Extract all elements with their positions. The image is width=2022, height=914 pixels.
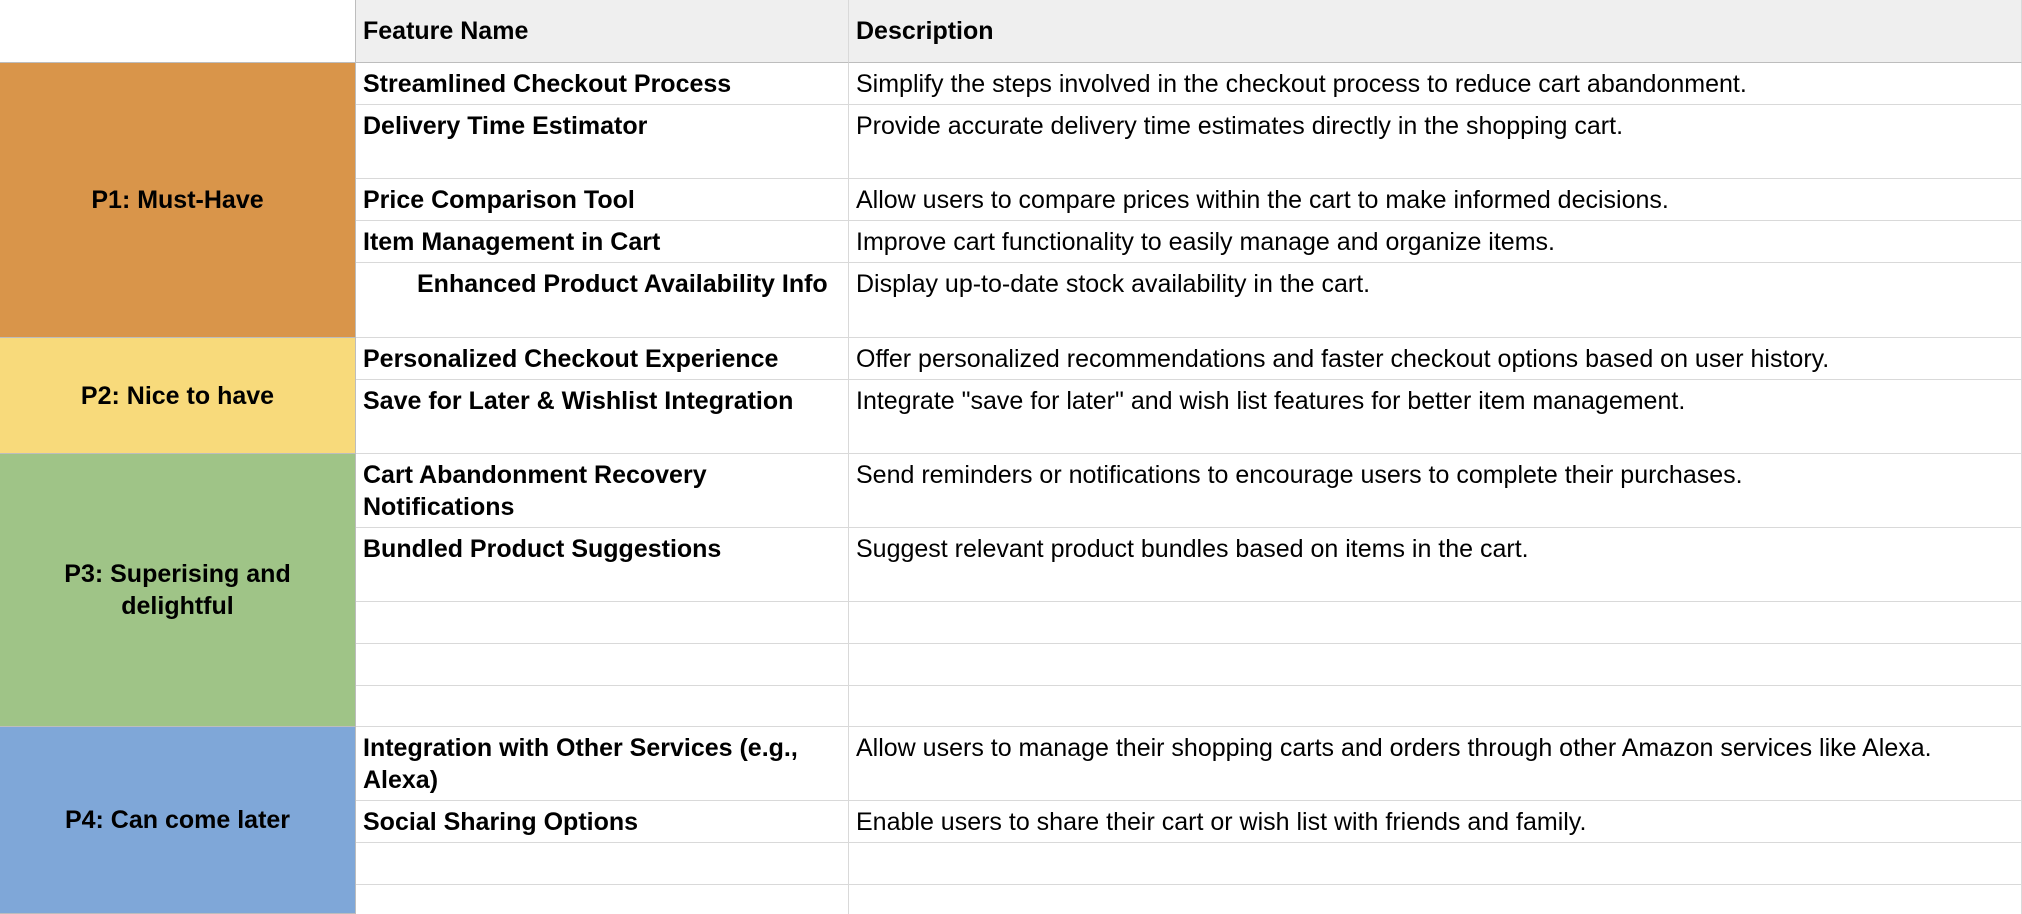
description-cell[interactable]: Simplify the steps involved in the checkout process to reduce cart abandonment. bbox=[849, 63, 2022, 105]
description-cell[interactable]: Send reminders or notifications to encourage users to complete their purchases. bbox=[849, 454, 2022, 528]
corner-cell[interactable] bbox=[0, 0, 356, 63]
feature-name-cell[interactable] bbox=[356, 885, 849, 914]
priority-p1-cell[interactable]: P1: Must-Have bbox=[0, 63, 356, 338]
feature-name-cell[interactable]: Item Management in Cart bbox=[356, 221, 849, 263]
header-feature-name[interactable]: Feature Name bbox=[356, 0, 849, 63]
feature-name-cell[interactable]: Enhanced Product Availability Info bbox=[356, 263, 849, 338]
feature-name-cell[interactable]: Delivery Time Estimator bbox=[356, 105, 849, 179]
feature-name-cell[interactable]: Personalized Checkout Experience bbox=[356, 338, 849, 380]
description-cell[interactable]: Offer personalized recommendations and faster checkout options based on user history. bbox=[849, 338, 2022, 380]
feature-name-cell[interactable] bbox=[356, 644, 849, 686]
description-cell[interactable]: Integrate "save for later" and wish list features for better item management. bbox=[849, 380, 2022, 454]
description-cell[interactable]: Provide accurate delivery time estimates directly in the shopping cart. bbox=[849, 105, 2022, 179]
description-cell[interactable]: Enable users to share their cart or wish list with friends and family. bbox=[849, 801, 2022, 843]
description-cell[interactable]: Suggest relevant product bundles based on items in the cart. bbox=[849, 528, 2022, 602]
feature-name-cell[interactable]: Integration with Other Services (e.g., Alexa) bbox=[356, 727, 849, 801]
description-cell[interactable] bbox=[849, 885, 2022, 914]
description-cell[interactable]: Allow users to manage their shopping carts and orders through other Amazon services like Alexa. bbox=[849, 727, 2022, 801]
description-cell[interactable]: Display up-to-date stock availability in the cart. bbox=[849, 263, 2022, 338]
feature-name-cell[interactable]: Bundled Product Suggestions bbox=[356, 528, 849, 602]
feature-name-cell[interactable]: Streamlined Checkout Process bbox=[356, 63, 849, 105]
header-description[interactable]: Description bbox=[849, 0, 2022, 63]
feature-name-cell[interactable]: Price Comparison Tool bbox=[356, 179, 849, 221]
feature-name-cell[interactable]: Social Sharing Options bbox=[356, 801, 849, 843]
feature-name-cell[interactable]: Cart Abandonment Recovery Notifications bbox=[356, 454, 849, 528]
description-cell[interactable] bbox=[849, 843, 2022, 885]
description-cell[interactable]: Allow users to compare prices within the cart to make informed decisions. bbox=[849, 179, 2022, 221]
priority-p4-cell[interactable]: P4: Can come later bbox=[0, 727, 356, 914]
priority-p2-cell[interactable]: P2: Nice to have bbox=[0, 338, 356, 454]
feature-name-cell[interactable] bbox=[356, 686, 849, 727]
description-cell[interactable] bbox=[849, 686, 2022, 727]
feature-name-cell[interactable] bbox=[356, 602, 849, 644]
description-cell[interactable] bbox=[849, 602, 2022, 644]
feature-name-cell[interactable]: Save for Later & Wishlist Integration bbox=[356, 380, 849, 454]
feature-name-cell[interactable] bbox=[356, 843, 849, 885]
description-cell[interactable]: Improve cart functionality to easily manage and organize items. bbox=[849, 221, 2022, 263]
priority-p3-cell[interactable]: P3: Superising and delightful bbox=[0, 454, 356, 727]
description-cell[interactable] bbox=[849, 644, 2022, 686]
